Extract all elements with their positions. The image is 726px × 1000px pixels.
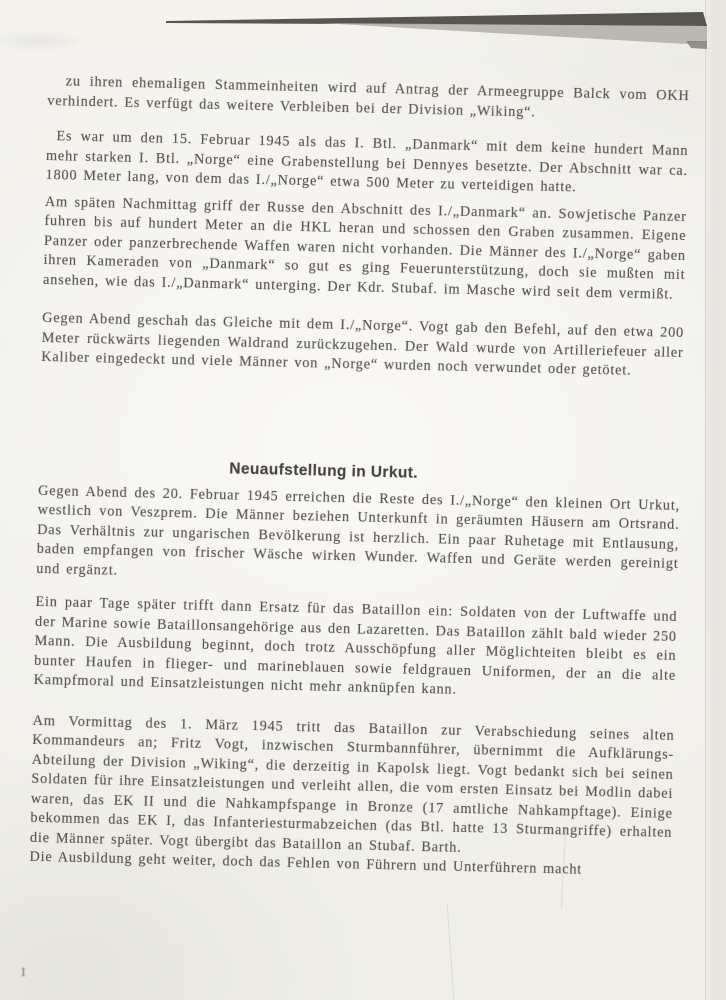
paragraph: zu ihren ehemaligen Stammeinheiten wird auf Antrag der Armeegruppe Balck vom OKH verhindert. Es verfügt das weitere Verbleiben bei der Division „Wiking“. — [47, 73, 690, 120]
paragraph: Am Vormittag des 1. März 1945 tritt das Bataillon zur Verabschiedung seines alten Kommandeurs an; Fritz Vogt, inzwischen Sturmbannführer, übernimmt die Aufklärungs-Abteilung der Division „Wiking“, die derzeitig in Kapolsk liegt. Vogt bedankt sich bei seinen Soldaten für ihre Einsatzleistungen und verleiht allen, die vom ersten Einsatz bei Modlin dabei waren, das EK II und die Nahkampfspange in Bronze (17 amtliche Nahkampftage). Einige bekommen das EK I, das Infanteriesturmabzeichen (das Btl. hatte 13 Sturmangriffe) erhalten die Männer später. Vogt übergibt das Bataillon an Stubaf. Barth. — [29, 712, 675, 856]
paragraph: Gegen Abend geschah das Gleiche mit dem I./„Norge“. Vogt gab den Befehl, auf den etwa 200 Meter rückwärts liegenden Waldrand zurückzugehen. Der Wald wurde von Artilleriefeuer aller Kaliber eingedeckt und viele Männer von „Norge“ wurden noch verwundet oder getötet. — [41, 309, 685, 379]
paragraph: Gegen Abend des 20. Februar 1945 erreichen die Reste des I./„Norge“ den kleinen Ort Urkut, westlich von Veszprem. Die Männer beziehen Unterkunft in geräumten Häusern am Ortsrand. Das Verhältnis zur ungarischen Bevölkerung ist herzlich. Ein paar Ruhetage mit Entlausung, baden empfangen von frischer Wäsche wirken Wunder. Waffen und Geräte werden gereinigt und ergänzt. — [36, 482, 681, 579]
paragraph: Ein paar Tage später trifft dann Ersatz für das Bataillon ein: Soldaten von der Luftwaffe und der Marine sowie Bataillonsangehörige aus den Lazaretten. Das Bataillon zählt bald wieder 250 Mann. Die Ausbildung beginnt, doch trotz Ausschöpfung aller Möglichteiten bleibt es ein bunter Haufen in flieger- und marineblauen sowie feldgrauen Uniformen, der an die alte Kampfmoral und Einsatzleistungen nicht mehr anknüpfen kann. — [33, 593, 678, 698]
paragraph: Am späten Nachmittag griff der Russe den Abschnitt des I./„Danmark“ an. Sowjetische Panzer fuhren bis auf hundert Meter an die HKL heran und schossen den Graben zusammen. Eigene Panzer oder panzerbrechende Waffen waren nicht vorhanden. Die Männer des I./„Norge“ gaben ihren Kameraden von „Danmark“ so gut es ging Feuerunterstützung, doch sie mußten mit ansehen, wie das I./„Danmark“ unterging. Der Kdr. Stubaf. im Masche wird seit dem vermißt. — [42, 193, 687, 303]
scan-edge-artifact — [0, 0, 726, 60]
margin-mark: 1 — [19, 963, 27, 980]
section-heading: Neuaufstellung in Urkut. — [229, 459, 419, 482]
page-text-block — [29, 72, 690, 882]
paragraph: Es war um den 15. Februar 1945 als das I. Btl. „Danmark“ mit dem keine hundert Mann mehr starken I. Btl. „Norge“ eine Grabenstellung bei Dennyes besetzte. Der Abschnitt war ca. 1800 Meter lang, von dem das I./„Norge“ etwa 500 Meter zu verteidigen hatte. — [45, 128, 689, 196]
paragraph: Die Ausbildung geht weiter, doch das Fehlen von Führern und Unterführern macht — [29, 848, 583, 878]
page-edge-shadow — [705, 0, 726, 1000]
paper-crease — [447, 903, 455, 1000]
